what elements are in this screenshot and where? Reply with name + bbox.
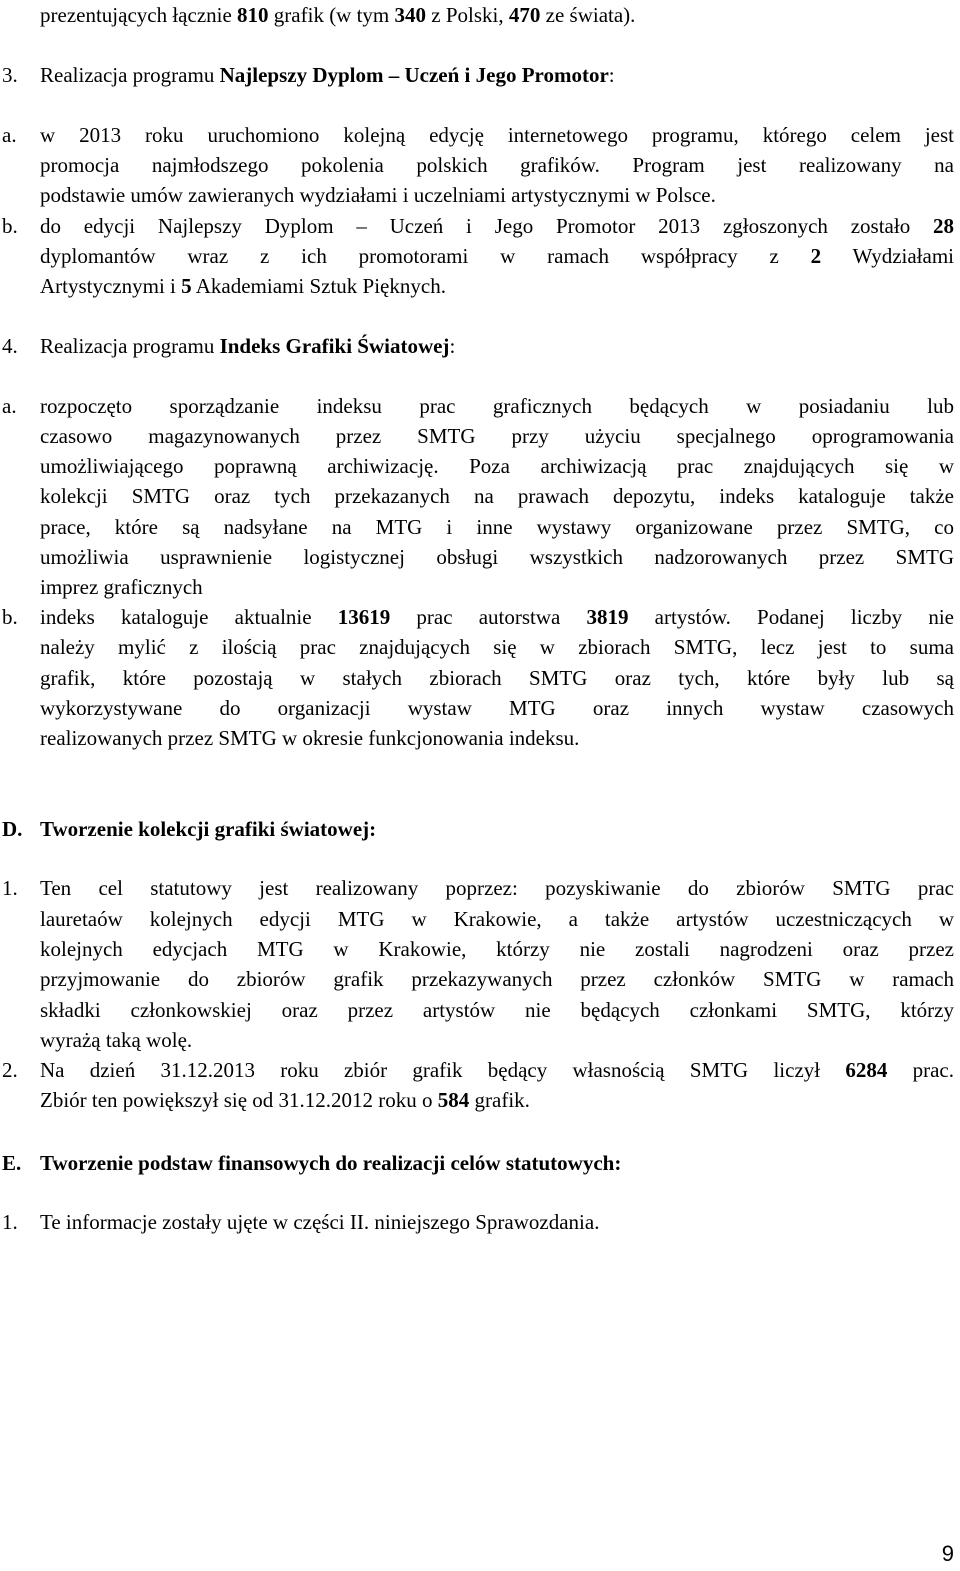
item-4a-line-4: kolekcji SMTG oraz tych przekazanych na prawach depozytu, indeks kataloguje także: [40, 484, 954, 508]
academies-count: 5: [181, 274, 192, 298]
intro-text-2: grafik (w tym: [268, 3, 395, 27]
item-4b-line-5: realizowanych przez SMTG w okresie funkcjonowania indeksu.: [40, 726, 580, 750]
d2-line-2-end: grafik.: [469, 1088, 530, 1112]
e1-number: 1.: [2, 1210, 18, 1234]
collection-size: 6284: [845, 1058, 888, 1082]
item-3a-line-2: promocja najmłodszego pokolenia polskich grafików. Program jest realizowany na: [40, 153, 954, 177]
artists-count: 3819: [586, 605, 629, 629]
item-3b-line-2: [40, 246, 954, 267]
intro-line: [40, 5, 635, 26]
item-3a-marker: a.: [2, 123, 17, 147]
item-4-number: 4.: [2, 334, 18, 358]
item-4b-line-1: [40, 607, 954, 628]
item-4a-line-3: umożliwiającego poprawną archiwizację. Poza archiwizacją prac znajdujących się w: [40, 454, 954, 478]
section-e-title: Tworzenie podstaw finansowych do realizacji celów statutowych:: [40, 1151, 622, 1175]
d1-line-2: lauretaów kolejnych edycji MTG w Krakowie, a także artystów uczestniczących w: [40, 907, 954, 931]
item-4-title: [40, 336, 455, 357]
d1-line-4: przyjmowanie do zbiorów grafik przekazywanych przez członków SMTG w ramach: [40, 967, 954, 991]
d2-line-2-text: Zbiór ten powiększył się od 31.12.2012 roku o: [40, 1088, 438, 1112]
item-4b-line-1-mid: prac autorstwa: [390, 605, 587, 629]
item-4b-line-1-end: artystów. Podanej liczby nie: [628, 605, 954, 629]
item-3b-line-3: [40, 276, 446, 297]
d1-line-5: składki członkowskiej oraz przez artystów nie będących członkami SMTG, którzy: [40, 998, 954, 1022]
faculties-count: 2: [810, 244, 822, 268]
intro-text-1: prezentujących łącznie: [40, 3, 238, 27]
section-d-title: Tworzenie kolekcji grafiki światowej:: [40, 817, 377, 841]
item-4-suffix: :: [449, 334, 456, 358]
section-d-marker: D.: [2, 817, 23, 841]
d1-line-1: Ten cel statutowy jest realizowany poprzez: pozyskiwanie do zbiorów SMTG prac: [40, 876, 954, 900]
count-total: 810: [237, 3, 269, 27]
d2-line-1-end: prac.: [887, 1058, 954, 1082]
item-4b-marker: b.: [2, 605, 18, 629]
item-3-number: 3.: [2, 63, 18, 87]
item-3b-line-1-text: do edycji Najlepszy Dyplom – Uczeń i Jego Promotor 2013 zgłoszonych zostało: [40, 214, 933, 238]
item-4-program-name: Indeks Grafiki Światowej: [219, 334, 450, 358]
item-4b-line-1-text: indeks kataloguje aktualnie: [40, 605, 338, 629]
d2-line-1-text: Na dzień 31.12.2013 roku zbiór grafik będący własnością SMTG liczył: [40, 1058, 846, 1082]
item-3b-line-3-end: Akademiami Sztuk Pięknych.: [191, 274, 446, 298]
d2-line-2: [40, 1090, 530, 1111]
item-4a-line-6: umożliwia usprawnienie logistycznej obsługi wszystkich nadzorowanych przez SMTG: [40, 545, 954, 569]
d1-line-3: kolejnych edycjach MTG w Krakowie, którzy nie zostali nagrodzeni oraz przez: [40, 937, 954, 961]
item-3-program-name: Najlepszy Dyplom – Uczeń i Jego Promotor: [219, 63, 609, 87]
item-4-prefix: Realizacja programu: [40, 334, 220, 358]
item-3-suffix: :: [608, 63, 615, 87]
item-4b-line-3: grafik, które pozostają w stałych zbiorach SMTG oraz tych, które były lub są: [40, 666, 954, 690]
item-4a-line-5: prace, które są nadsyłane na MTG i inne wystawy organizowane przez SMTG, co: [40, 515, 954, 539]
d1-line-6: wyrażą taką wolę.: [40, 1028, 193, 1052]
item-4b-line-4: wykorzystywane do organizacji wystaw MTG oraz innych wystaw czasowych: [40, 696, 954, 720]
item-4a-marker: a.: [2, 394, 17, 418]
item-3b-line-2-text: dyplomantów wraz z ich promotorami w ramach współpracy z: [40, 244, 811, 268]
item-3b-marker: b.: [2, 214, 18, 238]
item-4b-line-2: należy mylić z ilością prac znajdujących się w zbiorach SMTG, lecz jest to suma: [40, 635, 954, 659]
d2-line-1: [40, 1060, 954, 1081]
graduates-count: 28: [933, 214, 954, 238]
item-3b-line-3-text: Artystycznymi i: [40, 274, 182, 298]
item-3a-line-3: podstawie umów zawieranych wydziałami i uczelniami artystycznymi w Polsce.: [40, 183, 716, 207]
item-4a-line-1: rozpoczęto sporządzanie indeksu prac graficznych będących w posiadaniu lub: [40, 394, 954, 418]
item-3b-line-2-end: Wydziałami: [821, 244, 955, 268]
intro-text-4: ze świata).: [540, 3, 636, 27]
section-e-marker: E.: [2, 1151, 22, 1175]
intro-text-3: z Polski,: [426, 3, 509, 27]
collection-increase: 584: [437, 1088, 470, 1112]
item-3-prefix: Realizacja programu: [40, 63, 220, 87]
count-poland: 340: [394, 3, 427, 27]
e1-text: Te informacje zostały ujęte w części II. niniejszego Sprawozdania.: [40, 1210, 600, 1234]
count-world: 470: [508, 3, 541, 27]
d2-number: 2.: [2, 1058, 18, 1082]
item-4a-line-2: czasowo magazynowanych przez SMTG przy użyciu specjalnego oprogramowania: [40, 424, 954, 448]
item-3b-line-1: [40, 216, 954, 237]
item-3a-line-1: w 2013 roku uruchomiono kolejną edycję internetowego programu, którego celem jest: [40, 123, 954, 147]
item-3-title: [40, 65, 615, 86]
works-count: 13619: [337, 605, 391, 629]
page-number: 9: [941, 1541, 954, 1566]
item-4a-line-7: imprez graficznych: [40, 575, 203, 599]
d1-number: 1.: [2, 876, 18, 900]
